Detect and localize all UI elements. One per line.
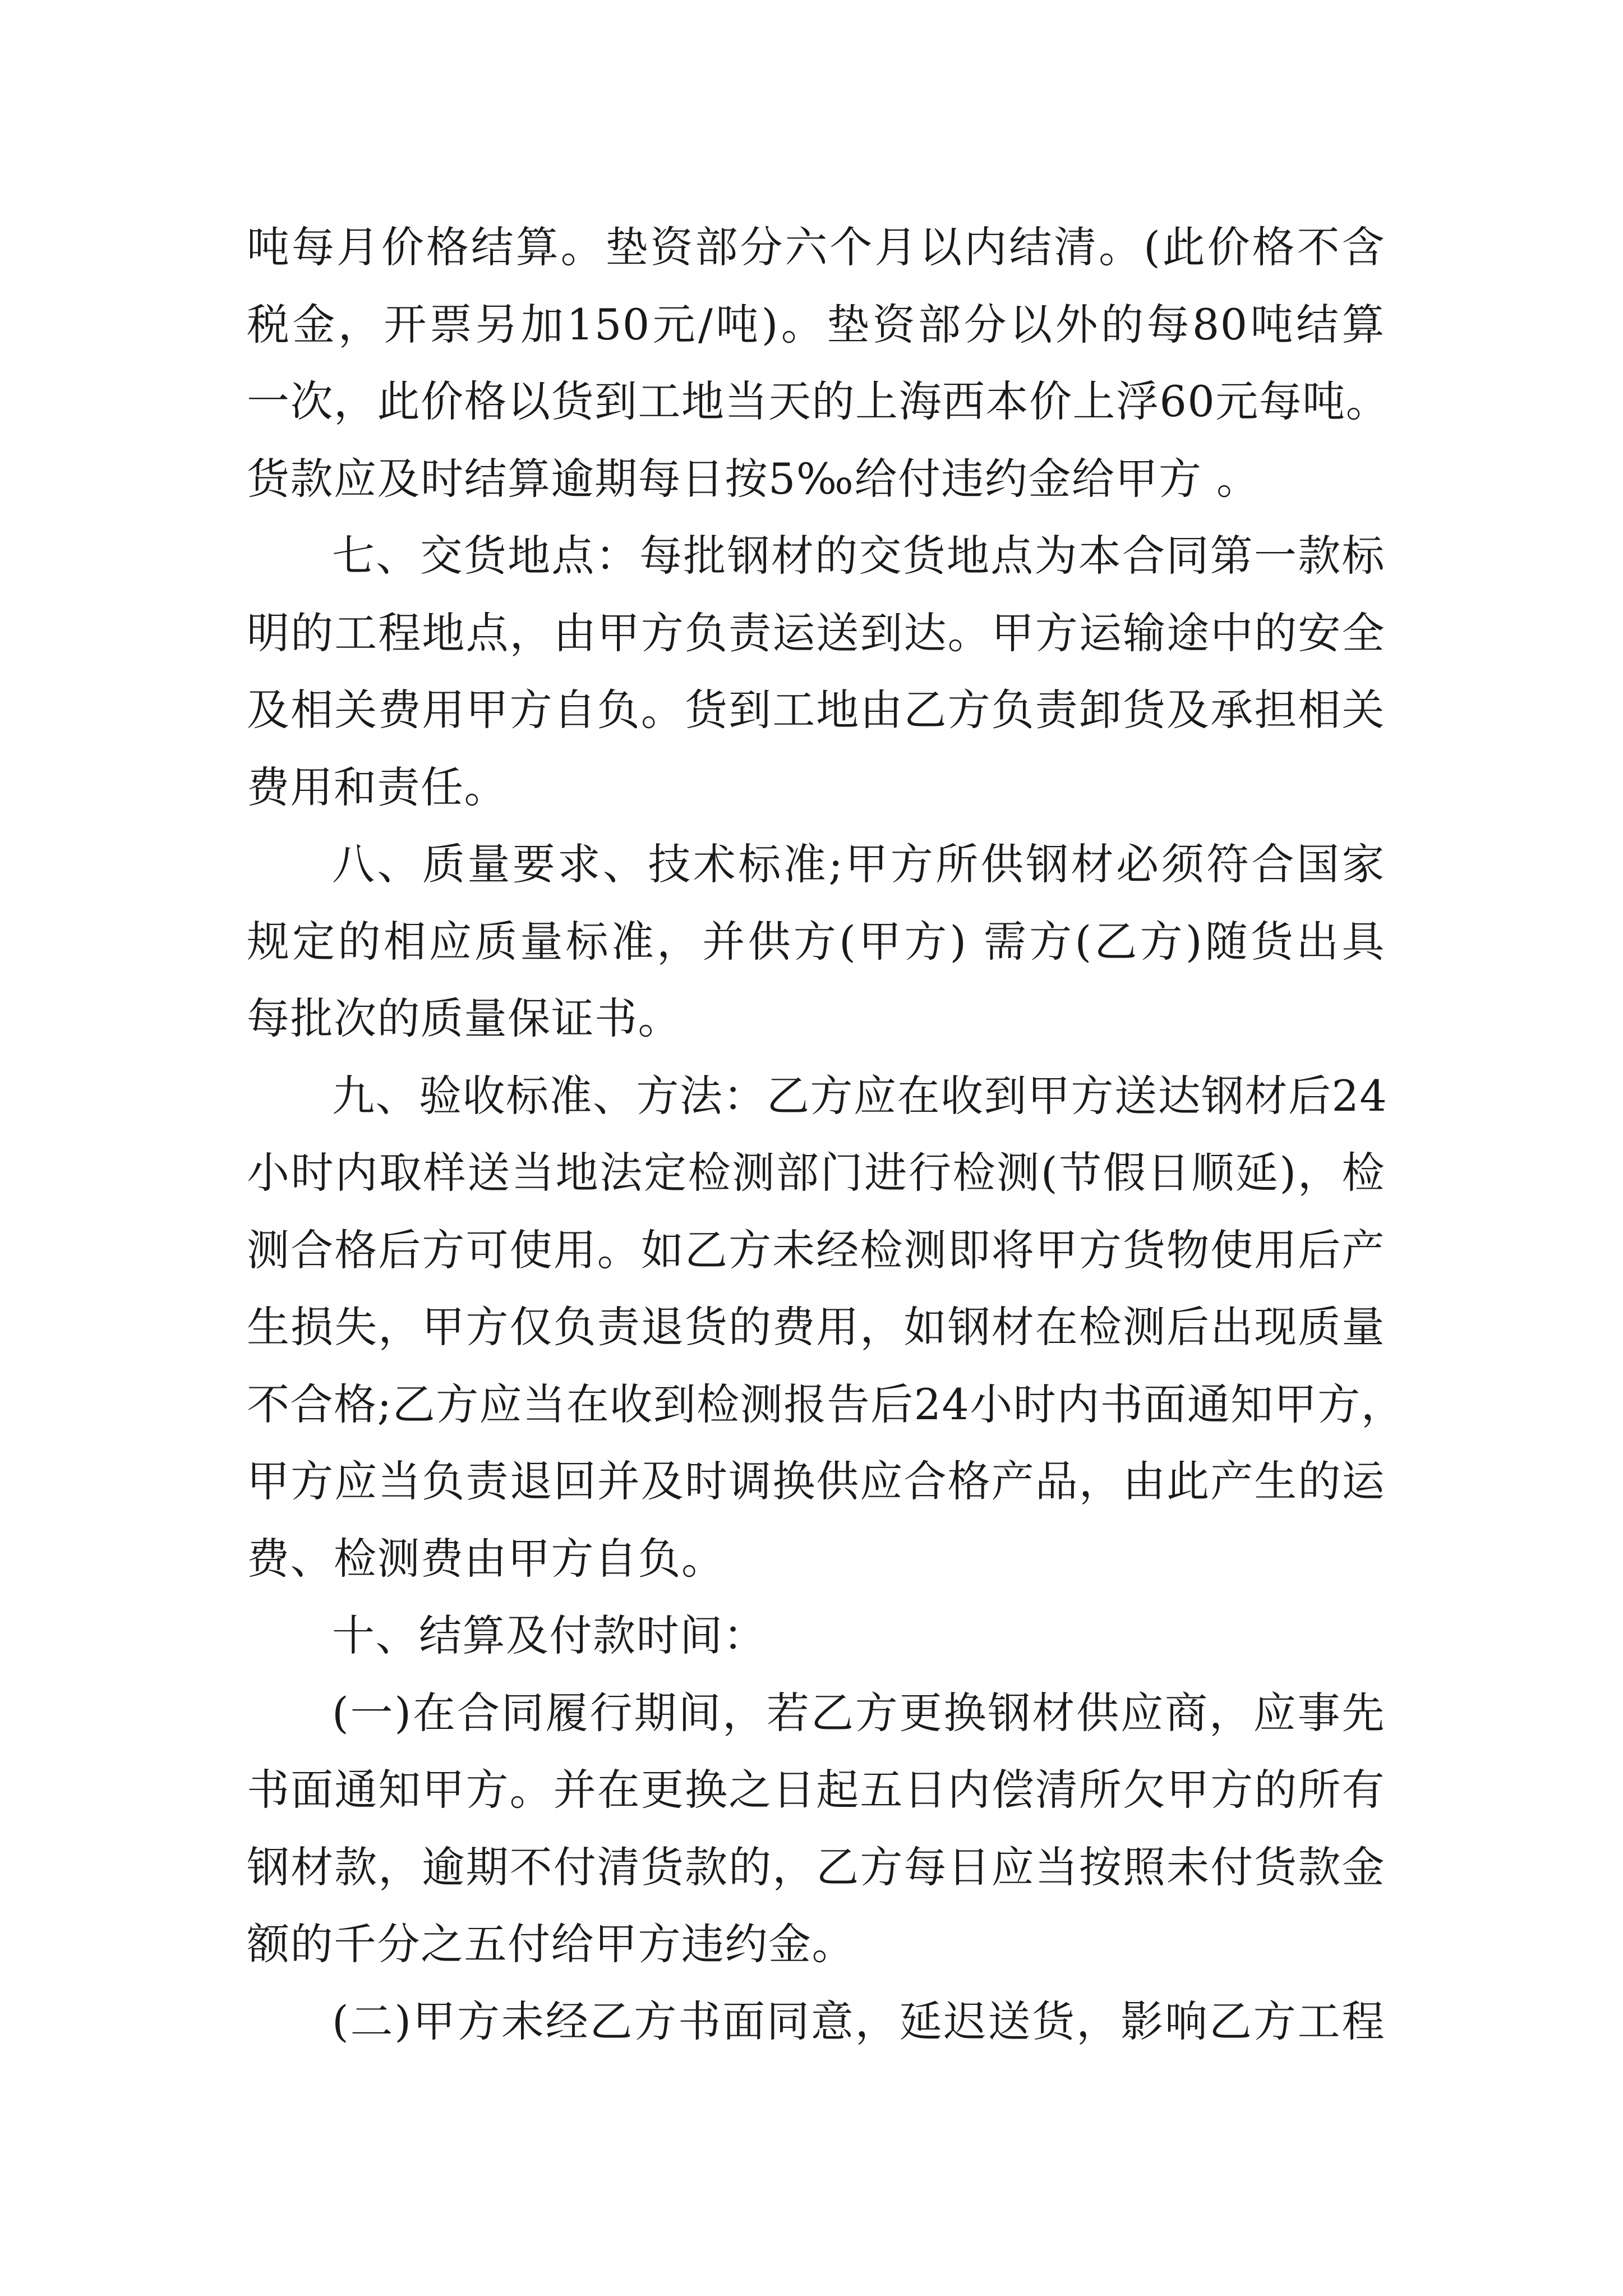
paragraph-quality-requirements [247,826,1385,1057]
text-line: 不合格;乙方应当在收到检测报告后24小时内书面通知甲方， [247,1379,1405,1429]
text-line: 书面通知甲方。并在更换之日起五日内偿清所欠甲方的所有 [247,1765,1385,1815]
paragraph-settlement-heading [247,1597,1385,1674]
text-line: 七、交货地点：每批钢材的交货地点为本合同第一款标 [332,531,1385,581]
text-line: 及相关费用甲方自负。货到工地由乙方负责卸货及承担相关 [247,685,1385,735]
paragraph-supplier-change [247,1674,1385,1983]
text-line: (一)在合同履行期间，若乙方更换钢材供应商，应事先 [332,1687,1385,1738]
text-line: 货款应及时结算逾期每日按5‰给付违约金给甲方 。 [247,453,1260,504]
text-line: 吨每月价格结算。垫资部分六个月以内结清。(此价格不含 [247,222,1385,272]
text-line: 费用和责任。 [247,762,508,812]
text-line: 八、质量要求、技术标准;甲方所供钢材必须符合国家 [332,839,1385,889]
text-line: 小时内取样送当地法定检测部门进行检测(节假日顺延)，检 [247,1148,1385,1198]
text-line: 测合格后方可使用。如乙方未经检测即将甲方货物使用后产 [247,1225,1385,1275]
text-line: 规定的相应质量标准，并供方(甲方) 需方(乙方)随货出具 [247,916,1385,967]
document-body [247,209,1405,2060]
text-line: 明的工程地点，由甲方负责运送到达。甲方运输途中的安全 [247,608,1385,658]
text-line: 税金，开票另加150元/吨)。垫资部分以外的每80吨结算 [247,299,1385,349]
text-line: 费、检测费由甲方自负。 [247,1533,725,1584]
text-line: 一次，此价格以货到工地当天的上海西本价上浮60元每吨。 [247,376,1390,426]
paragraph-acceptance-standards [247,1057,1405,1598]
text-line: 九、验收标准、方法：乙方应在收到甲方送达钢材后24 [332,1070,1388,1121]
text-line: 生损失，甲方仅负责退货的费用，如钢材在检测后出现质量 [247,1302,1385,1352]
text-line: 钢材款，逾期不付清货款的，乙方每日应当按照未付货款金 [247,1842,1385,1892]
text-line: 甲方应当负责退回并及时调换供应合格产品，由此产生的运 [247,1456,1385,1506]
section-heading: 十、结算及付款时间： [332,1611,767,1660]
paragraph-delivery-location [247,517,1385,826]
paragraph-price-settlement [247,209,1390,517]
text-line: 额的千分之五付给甲方违约金。 [247,1919,855,1969]
text-line: 每批次的质量保证书。 [247,993,681,1043]
text-line: (二)甲方未经乙方书面同意，延迟送货，影响乙方工程 [332,1996,1385,2046]
paragraph-delivery-delay [247,1983,1385,2060]
